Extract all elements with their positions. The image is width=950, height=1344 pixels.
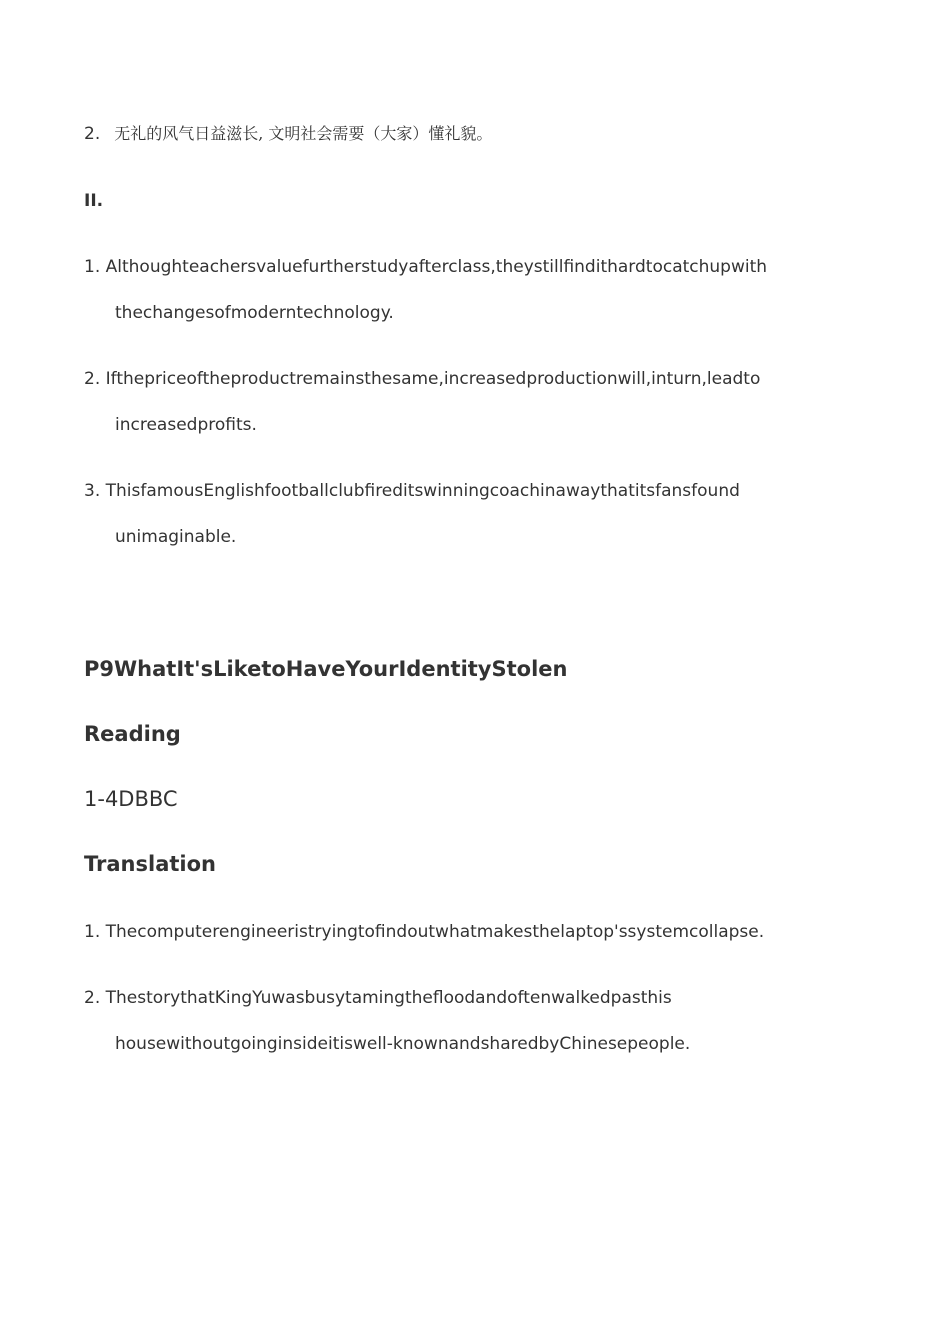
unit-title: P9WhatIt'sLiketoHaveYourIdentityStolen [84,657,568,681]
translation-line: 2. ThestorythatKingYuwasbusytamingthefloodandoftenwalkedpasthis [84,988,672,1008]
reading-heading: Reading [84,722,181,746]
translation-line-continued: thechangesofmoderntechnology. [115,303,394,323]
section-label-ii: II. [84,191,104,211]
translation-line: 1. Thecomputerengineeristryingtofindoutwhatmakesthelaptop'ssystemcollapse. [84,922,765,942]
translation-line-continued: housewithoutgoinginsideitiswell-knownandsharedbyChinesepeople. [115,1034,691,1054]
translation-line-continued: unimaginable. [115,527,237,547]
translation-line: 1. Althoughteachersvaluefurtherstudyafterclass,theystillfindithardtocatchupwith [84,257,768,277]
translation-heading: Translation [84,852,216,876]
reading-answers: 1-4DBBC [84,787,178,811]
translation-line: 2. Ifthepriceoftheproductremainsthesame,increasedproductionwill,inturn,leadto [84,369,761,389]
translation-line-continued: increasedprofits. [115,415,257,435]
translation-line: 3. ThisfamousEnglishfootballclubfireditswinningcoachinawaythatitsfansfound [84,481,740,501]
chinese-sentence-text: 无礼的风气日益滋长, 文明社会需要（大家）懂礼貌。 [114,124,493,143]
chinese-sentence-item [84,126,492,143]
item-number: 2. [84,124,101,144]
